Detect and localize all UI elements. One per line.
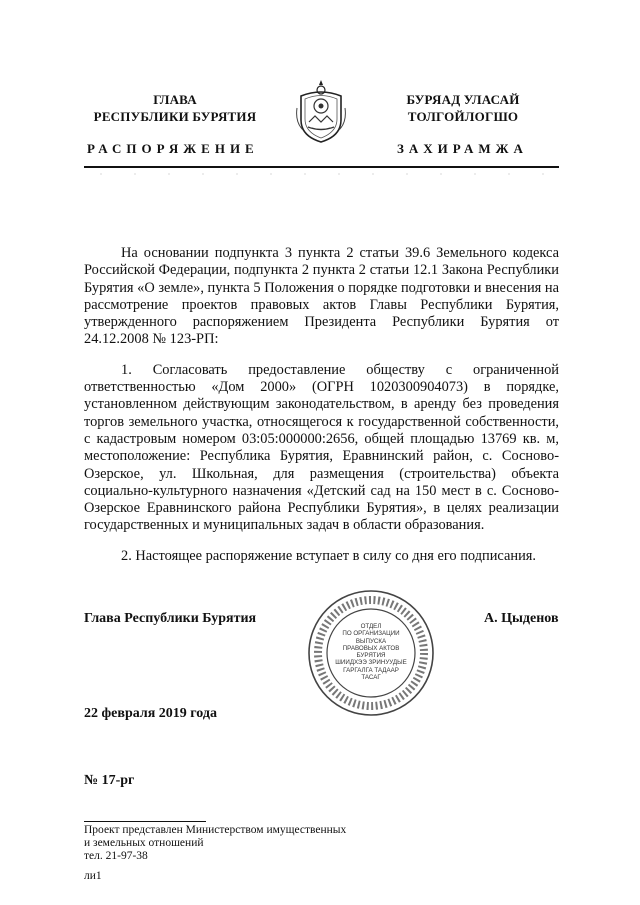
paragraph-item-1: 1. Согласовать предоставление обществу с ограниченной ответственностью «Дом 2000» (ОГРН 1020300904073) в порядке, установленном действующим законодательством, в аренду без проведения торгов земельного участка, относящегося к государственной собственности, с кадастровым номером 03:05:000000:2656, общей площадью 13769 кв. м, местоположение: Республика Бурятия, Еравнинский район, с. Сосново-Озерское, ул. Школьная, для размещения (строительства) объекта социально-культурного назначения «Детский сад на 150 мест в с. Сосново-Озерское Еравнинского района Республики Бурятия», в целях реализации государственных и муниципальных задач в области образования.: [84, 361, 559, 534]
signatory-name: А. Цыденов: [484, 611, 559, 626]
doc-type-right: ЗАХИРАМЖА: [397, 141, 528, 156]
document-body: [84, 245, 559, 565]
stamp-icon: [306, 588, 436, 718]
header-right-line2: ТОЛГОЙЛОГШО: [407, 109, 519, 124]
header-right-line1: БУРЯАД УЛАСАЙ: [406, 92, 520, 107]
stamp-line: ПРАВОВЫХ АКТОВ: [342, 644, 400, 652]
header-right: [368, 91, 558, 125]
footer-initials: ли1: [84, 870, 102, 882]
stamp-text: [326, 623, 416, 681]
document-date: 22 февраля 2019 года: [84, 706, 217, 721]
stamp-line: ТАСАГ: [361, 674, 381, 682]
header-dotted-line: [84, 171, 559, 177]
footer-phone: тел. 21-97-38: [84, 850, 148, 862]
stamp-line: ШИИДХЭЭ ЗРИНУУДЫЕ: [335, 659, 407, 667]
paragraph-item-2: 2. Настоящее распоряжение вступает в силу со дня его подписания.: [121, 547, 536, 564]
stamp-line: БУРЯТИЯ: [356, 652, 386, 660]
header-left-line2: РЕСПУБЛИКИ БУРЯТИЯ: [93, 109, 257, 124]
header-left-line1: ГЛАВА: [153, 92, 197, 107]
footer-note: [84, 824, 346, 863]
document-number: № 17-рг: [84, 773, 135, 788]
footer-line1: Проект представлен Министерством имущественных: [84, 824, 347, 836]
stamp-line: ПО ОРГАНИЗАЦИИ: [342, 630, 400, 638]
stamp-line: ОТДЕЛ: [360, 623, 382, 630]
coat-of-arms-icon: [293, 78, 349, 144]
stamp-line: ГАРГАЛГА ТАДААР: [343, 666, 399, 674]
footer-divider: [84, 821, 206, 822]
stamp-line: ВЫПУСКА: [355, 637, 387, 645]
footer-line2: и земельных отношений: [84, 837, 204, 849]
signatory-position: Глава Республики Бурятия: [84, 611, 257, 626]
doc-type-left: РАСПОРЯЖЕНИЕ: [87, 141, 259, 156]
paragraph-basis: На основании подпункта 3 пункта 2 статьи 39.6 Земельного кодекса Российской Федерации, подпункта 2 пункта 2 статьи 12.1 Закона Республики Бурятия «О земле», пункта 5 Положения о порядке подготовки и внесения на рассмотрение проектов правовых актов Главы Республики Бурятия, утвержденного распоряжением Президента Республики Бурятия от 24.12.2008 № 123-РП:: [84, 245, 559, 348]
header-left: [80, 91, 270, 125]
header-divider: [84, 166, 559, 168]
